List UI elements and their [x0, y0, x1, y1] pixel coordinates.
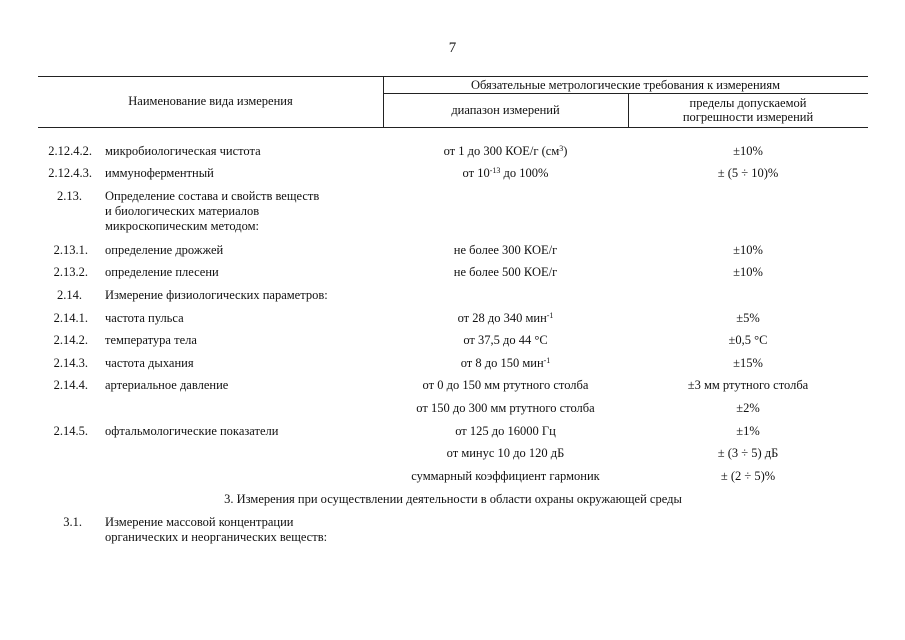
row-error: ±2% [736, 401, 760, 415]
row-number: 2.13.1. [53, 243, 88, 257]
row-range: от минус 10 до 120 дБ [446, 446, 565, 460]
row-name: офтальмологические показатели [105, 424, 279, 438]
row-name-line: Определение состава и свойств веществ [105, 189, 320, 203]
row-error: ±10% [733, 144, 763, 158]
row-range: от 0 до 150 мм ртутного столба [422, 378, 589, 392]
row-name: температура тела [105, 333, 197, 347]
row-range: от 8 до 150 мин$^{-1}$ [460, 356, 551, 370]
row-name-line: Измерение массовой концентрации [105, 515, 294, 529]
row-error: ± (3 ÷ 5) дБ [717, 446, 779, 460]
row-number: 2.14.5. [53, 424, 88, 438]
row-range: не более 300 КОЕ/г [453, 243, 558, 257]
row-error: ±5% [736, 311, 760, 325]
row-error: ± (2 ÷ 5)% [720, 469, 776, 483]
row-number: 2.14.3. [53, 356, 88, 370]
row-name: определение плесени [105, 265, 219, 279]
row-range: от 150 до 300 мм ртутного столба [416, 401, 595, 415]
row-range: от 1 до 300 КОЕ/г $(см^3)$ [443, 144, 568, 158]
row-name: микробиологическая чистота [105, 144, 261, 158]
row-number: 2.13. [57, 189, 82, 203]
row-name: артериальное давление [105, 378, 229, 392]
row-range: суммарный коэффициент гармоник [411, 469, 600, 483]
row-name: частота пульса [105, 311, 184, 325]
row-range: от 37,5 до 44 °С [463, 333, 548, 347]
header-bottom-rule [38, 127, 868, 128]
row-error: ± (5 ÷ 10)% [717, 166, 779, 180]
row-error: ±0,5 °С [728, 333, 768, 347]
row-number: 2.14.4. [53, 378, 88, 392]
row-number: 2.14.1. [53, 311, 88, 325]
header-error-line1: пределы допускаемой [689, 96, 807, 110]
row-name: иммуноферментный [105, 166, 214, 180]
row-number: 3.1. [63, 515, 82, 529]
row-name: Измерение физиологических параметров: [105, 288, 328, 302]
row-range: от $10^{-13}$ до 100% [462, 166, 549, 180]
row-name-line: и биологических материалов [105, 204, 260, 218]
row-number: 2.13.2. [53, 265, 88, 279]
row-number: 2.14.2. [53, 333, 88, 347]
row-error: ±15% [733, 356, 763, 370]
row-name: частота дыхания [105, 356, 194, 370]
page-number: 7 [448, 40, 457, 56]
row-error: ±10% [733, 265, 763, 279]
header-requirements-group: Обязательные метрологические требования к измерениям [470, 78, 781, 92]
header-measurement-name: Наименование вида измерения [128, 94, 293, 108]
row-range: от 125 до 16000 Гц [455, 424, 556, 438]
row-error: ±1% [736, 424, 760, 438]
row-range: не более 500 КОЕ/г [453, 265, 558, 279]
row-error: ±10% [733, 243, 763, 257]
row-name: определение дрожжей [105, 243, 224, 257]
row-name-line: органических и неорганических веществ: [105, 530, 328, 544]
row-number: 2.12.4.3. [48, 166, 92, 180]
header-group-rule [383, 93, 868, 94]
row-name-line: микроскопическим методом: [105, 219, 259, 233]
header-error-line2: погрешности измерений [682, 110, 814, 124]
row-number: 2.12.4.2. [48, 144, 92, 158]
section-title: 3. Измерения при осуществлении деятельности в области охраны окружающей среды [224, 492, 682, 506]
row-number: 2.14. [57, 288, 82, 302]
row-error: ±3 мм ртутного столба [687, 378, 809, 392]
header-range: диапазон измерений [451, 103, 560, 117]
row-range: от 28 до 340 мин$^{-1}$ [457, 311, 554, 325]
table-top-rule [38, 76, 868, 77]
